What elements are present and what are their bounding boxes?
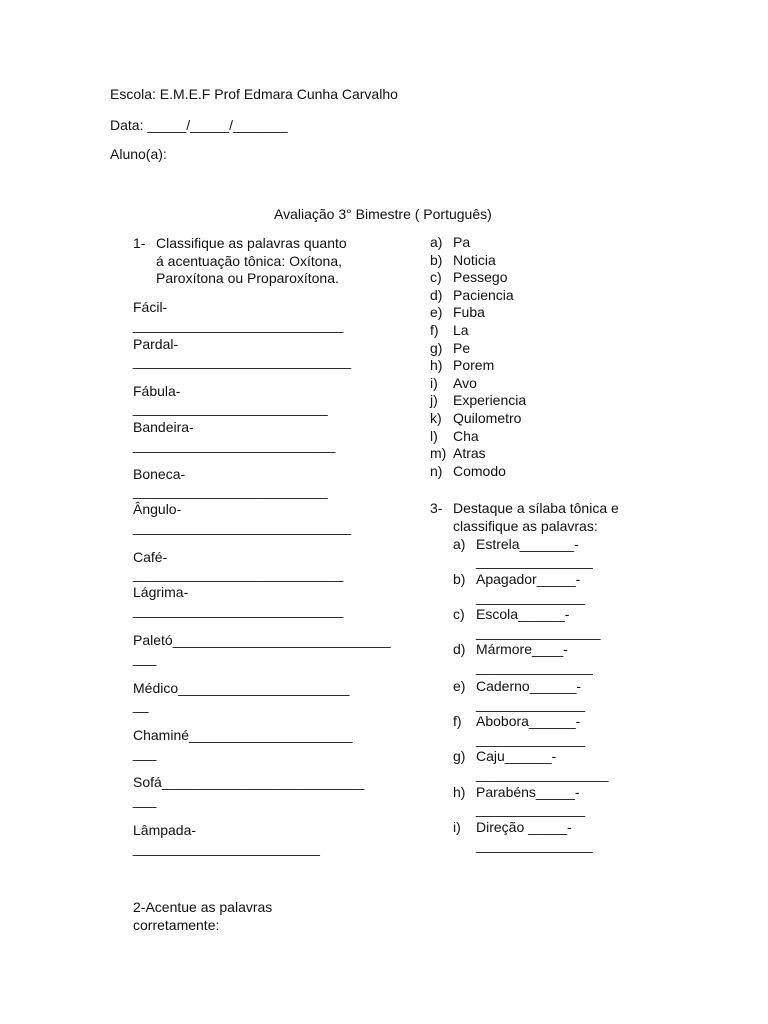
q3-item-line: ______________ <box>476 801 586 817</box>
q3-item <box>453 748 556 766</box>
item-letter: c) <box>430 269 442 286</box>
q3-item-line: ______________ <box>476 696 586 712</box>
item-letter: e) <box>430 304 443 321</box>
list-item <box>430 322 526 340</box>
date-field: Data: _____/_____/_______ <box>110 117 288 133</box>
item-letter: g) <box>453 748 466 764</box>
item-word: Noticia <box>453 251 496 268</box>
q3-text-line-2: classifique as palavras: <box>453 518 598 534</box>
item-letter: k) <box>430 409 442 426</box>
q1-item-line: __________________________ <box>133 437 336 453</box>
q1-item-line: ____________________________ <box>133 519 352 535</box>
item-letter: n) <box>430 462 443 479</box>
q3-item <box>453 713 580 731</box>
q1-text-line-3: Paroxítona ou Proparoxítona. <box>156 270 339 286</box>
item-word: Paciencia <box>453 286 514 303</box>
item-letter: i) <box>453 819 461 835</box>
item-word: Apagador_____- <box>476 571 581 587</box>
item-letter: d) <box>430 286 443 303</box>
list-item <box>430 287 526 305</box>
q3-item-line: _______________ <box>476 837 593 853</box>
q3-item <box>453 571 580 589</box>
item-letter: h) <box>430 357 443 374</box>
q2-word-list <box>430 234 526 480</box>
q1-item-word: Sofá__________________________ <box>133 774 365 790</box>
item-word: Experiencia <box>453 392 527 409</box>
item-letter: b) <box>453 571 466 587</box>
q3-item-line: _________________ <box>476 766 609 782</box>
q1-item-line: __ <box>133 697 149 713</box>
q1-item-word: Fácil- <box>133 299 168 315</box>
q1-item-word: Lágrima- <box>133 584 189 600</box>
item-letter: f) <box>453 713 462 729</box>
q2-text-line-1: 2-Acentue as palavras <box>133 899 273 915</box>
item-letter: f) <box>430 321 439 338</box>
q1-number: 1- <box>133 235 146 251</box>
item-letter: a) <box>430 234 443 250</box>
q1-item-word: Café- <box>133 549 168 565</box>
item-letter: m) <box>430 445 447 462</box>
q1-item-line: ________________________ <box>133 840 320 856</box>
q1-item-line: ___ <box>133 745 157 761</box>
page-title: Avaliação 3° Bimestre ( Português) <box>274 206 492 222</box>
list-item <box>430 428 526 446</box>
list-item <box>430 234 526 252</box>
q1-item-line: ___ <box>133 792 157 808</box>
q3-item <box>453 819 572 837</box>
school-name: Escola: E.M.E.F Prof Edmara Cunha Carvalho <box>110 86 398 102</box>
q3-number: 3- <box>430 500 443 516</box>
item-word: Avo <box>453 374 477 391</box>
item-letter: d) <box>453 641 466 657</box>
q3-item-line: ______________ <box>476 731 586 747</box>
item-word: Pa <box>453 234 471 250</box>
item-word: La <box>453 321 469 338</box>
list-item <box>430 304 526 322</box>
item-letter: h) <box>453 784 466 800</box>
q1-item-word: Pardal- <box>133 336 179 352</box>
q1-text-line-1: Classifique as palavras quanto <box>156 235 347 251</box>
q3-item-line: _______________ <box>476 659 593 675</box>
list-item <box>430 340 526 358</box>
item-letter: b) <box>430 251 443 268</box>
list-item <box>430 375 526 393</box>
q3-item <box>453 606 569 624</box>
q3-item <box>453 678 581 696</box>
q3-item <box>453 536 579 554</box>
list-item <box>430 252 526 270</box>
item-word: Direção _____- <box>476 819 572 835</box>
q1-item-word: Lâmpada- <box>133 822 197 838</box>
item-letter: l) <box>430 427 438 444</box>
q1-item-line: ___________________________ <box>133 317 344 333</box>
q2-text-line-2: corretamente: <box>133 917 220 933</box>
q3-item <box>453 641 568 659</box>
q1-item-word: Boneca- <box>133 466 186 482</box>
q3-item-line: ________________ <box>476 624 601 640</box>
item-letter: c) <box>453 606 465 622</box>
q1-item-line: ____________________________ <box>133 353 352 369</box>
list-item <box>430 463 526 481</box>
q1-item-line: ___________________________ <box>133 602 344 618</box>
item-letter: j) <box>430 392 438 409</box>
q1-item-word: Fábula- <box>133 383 181 399</box>
item-word: Comodo <box>453 462 506 479</box>
q1-item-word: Ângulo- <box>133 501 182 517</box>
list-item <box>430 357 526 375</box>
q1-text-line-2: á acentuação tônica: Oxítona, <box>156 253 343 269</box>
q1-item-word: Paletó____________________________ <box>133 632 391 648</box>
item-letter: i) <box>430 374 438 391</box>
item-word: Parabéns_____- <box>476 784 580 800</box>
item-word: Pe <box>453 339 471 356</box>
item-word: Atras <box>453 445 486 462</box>
q1-item-word: Bandeira- <box>133 419 194 435</box>
q1-item-line: ___________________________ <box>133 566 344 582</box>
item-word: Quilometro <box>453 409 522 426</box>
item-word: Estrela_______- <box>476 536 579 552</box>
q1-item-line: _________________________ <box>133 400 328 416</box>
item-word: Fuba <box>453 304 485 321</box>
item-word: Mármore____- <box>476 641 568 657</box>
q1-item-word: Médico______________________ <box>133 680 350 696</box>
q1-item-word: Chaminé_____________________ <box>133 727 353 743</box>
list-item <box>430 392 526 410</box>
q3-text-line-1: Destaque a sílaba tônica e <box>453 500 619 516</box>
item-word: Abobora______- <box>476 713 581 729</box>
item-letter: g) <box>430 339 443 356</box>
item-letter: a) <box>453 536 466 552</box>
list-item <box>430 410 526 428</box>
list-item <box>430 269 526 287</box>
q3-item-line: _______________ <box>476 553 593 569</box>
list-item <box>430 445 526 463</box>
q3-item-line: ______________ <box>476 589 586 605</box>
item-word: Caderno______- <box>476 678 582 694</box>
item-word: Pessego <box>453 269 508 286</box>
student-name-label: Aluno(a): <box>110 146 167 162</box>
item-word: Porem <box>453 357 495 374</box>
q1-item-line: ___ <box>133 650 157 666</box>
item-word: Escola______- <box>476 606 570 622</box>
q1-item-line: _________________________ <box>133 483 328 499</box>
q3-item <box>453 784 580 802</box>
item-word: Cha <box>453 427 479 444</box>
item-letter: e) <box>453 678 466 694</box>
item-word: Caju______- <box>476 748 557 764</box>
